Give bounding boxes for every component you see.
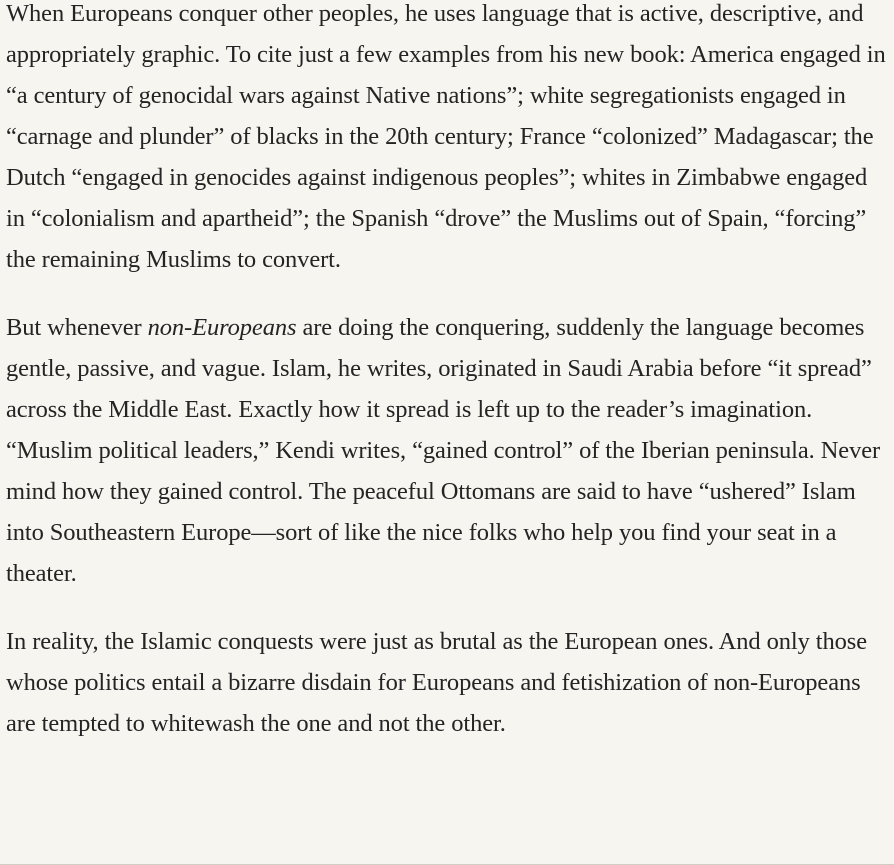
paragraph-1: When Europeans conquer other peoples, he uses language that is active, descriptive, and appropriately graphic. To cite just a few examples from his new book: America engaged in “a century of genocidal wars against Native nations”; white segregationists engaged in “carnage and plunder” of blacks in the 20th century; France “colonized” Madagascar; the Dutch “engaged in genocides against indigenous peoples”; whites in Zimbabwe engaged in “colonialism and apartheid”; the Spanish “drove” the Muslims out of Spain, “forcing” the remaining Muslims to convert. bbox=[6, 0, 886, 273]
paragraph-2-before-emphasis: But whenever bbox=[6, 314, 148, 341]
paragraph-2-after-emphasis: are doing the conquering, suddenly the language becomes gentle, passive, and vague. Islam, he writes, originated in Saudi Arabia before “it spread” across the Middle East. Exactly how it spread is left up to the reader’s imagination. “Muslim political leaders,” Kendi writes, “gained control” of the Iberian peninsula. Never mind how they gained control. The peaceful Ottomans are said to have “ushered” Islam into Southeastern Europe—sort of like the nice folks who help you find your seat in a theater. bbox=[6, 314, 881, 587]
article-body bbox=[6, 0, 890, 771]
paragraph-3: In reality, the Islamic conquests were just as brutal as the European ones. And only those whose politics entail a bizarre disdain for Europeans and fetishization of non-Europeans are tempted to whitewash the one and not the other. bbox=[6, 628, 867, 737]
paragraph-2 bbox=[6, 307, 890, 594]
paragraph-2-emphasis: non-Europeans bbox=[147, 314, 297, 341]
